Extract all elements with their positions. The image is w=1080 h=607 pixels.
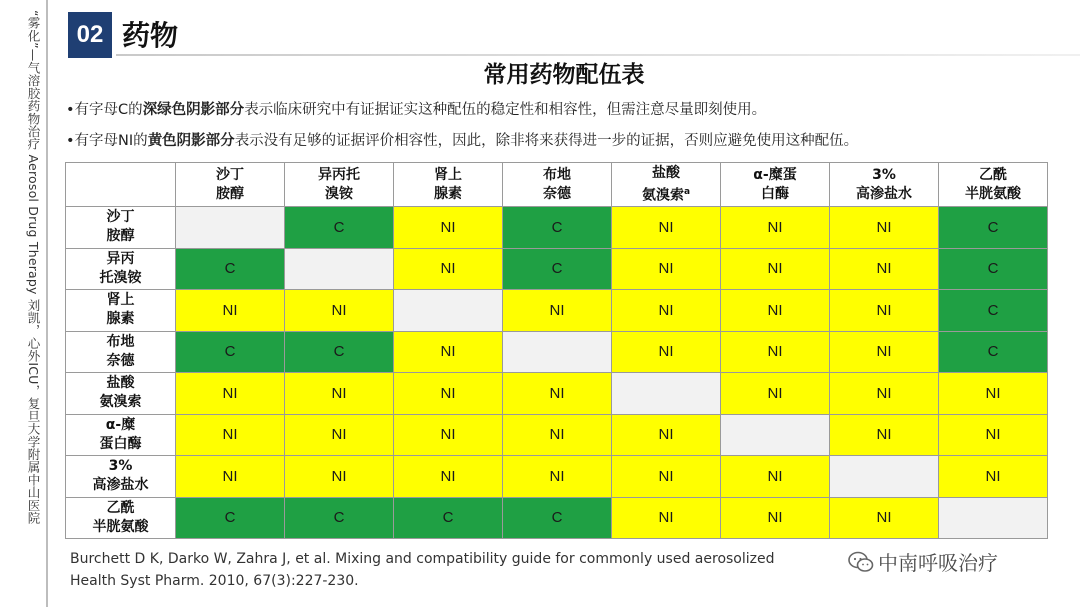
column-header <box>830 163 939 207</box>
note-prefix: •有字母C的 <box>66 102 143 118</box>
column-header-line: α-糜蛋 <box>753 166 797 183</box>
no-info-cell: NI <box>721 497 830 539</box>
blank-cell <box>503 331 612 373</box>
no-info-cell: NI <box>939 414 1048 456</box>
column-header-line: 白酶 <box>761 185 789 202</box>
column-header-line: 布地 <box>543 166 571 183</box>
watermark <box>848 547 998 576</box>
row-header-line: 异丙 <box>106 250 135 267</box>
compatible-cell: C <box>285 497 394 539</box>
no-info-cell: NI <box>612 331 721 373</box>
no-info-cell: NI <box>285 414 394 456</box>
row-header-line: 布地 <box>106 333 135 350</box>
blank-cell <box>612 373 721 415</box>
note-suffix: 表示没有足够的证据评价相容性，因此，除非将来获得进一步的证据，否则应避免使用这种配伍。 <box>234 133 859 149</box>
column-superscript: a <box>683 186 691 197</box>
wechat-icon <box>848 551 874 573</box>
column-header <box>285 163 394 207</box>
row-header-line: 肾上 <box>106 292 135 309</box>
column-header <box>612 163 721 207</box>
compatible-cell: C <box>939 248 1048 290</box>
row-header-line: 高渗盐水 <box>92 477 149 494</box>
column-header <box>939 163 1048 207</box>
row-header <box>66 290 176 332</box>
column-header-line: 半胱氨酸 <box>965 185 1021 202</box>
column-header-line: 肾上 <box>434 166 462 183</box>
row-header-line: 乙酰 <box>106 499 135 516</box>
row-header-line: 半胱氨酸 <box>92 518 149 535</box>
row-header-line: α-糜 <box>105 416 136 433</box>
column-header-line: 胺醇 <box>216 185 244 202</box>
compatible-cell: C <box>503 497 612 539</box>
row-header-line: 胺醇 <box>106 228 135 245</box>
no-info-cell: NI <box>830 248 939 290</box>
row-header-line: 盐酸 <box>106 375 135 392</box>
blank-cell <box>721 414 830 456</box>
note-bold: 黄色阴影部分 <box>147 133 235 149</box>
no-info-cell: NI <box>721 331 830 373</box>
no-info-cell: NI <box>394 414 503 456</box>
no-info-cell: NI <box>612 456 721 498</box>
row-header-line: 氨溴索 <box>99 394 142 411</box>
row-header-line: 托溴铵 <box>99 269 142 286</box>
blank-cell <box>176 207 285 249</box>
table-row <box>66 497 1048 539</box>
note-suffix: 表示临床研究中有证据证实这种配伍的稳定性和相容性，但需注意尽量即刻使用。 <box>244 102 767 118</box>
no-info-cell: NI <box>939 373 1048 415</box>
column-header <box>176 163 285 207</box>
table-title: 常用药物配伍表 <box>483 62 645 88</box>
table-row <box>66 290 1048 332</box>
compatible-cell: C <box>394 497 503 539</box>
compatible-cell: C <box>285 207 394 249</box>
note-no-info <box>66 129 858 150</box>
no-info-cell: NI <box>721 207 830 249</box>
row-header-line: 蛋白酶 <box>99 435 142 452</box>
compatible-cell: C <box>939 290 1048 332</box>
column-header-line: 高渗盐水 <box>856 185 912 202</box>
no-info-cell: NI <box>612 414 721 456</box>
no-info-cell: NI <box>176 456 285 498</box>
no-info-cell: NI <box>503 373 612 415</box>
no-info-cell: NI <box>721 248 830 290</box>
table-corner <box>66 163 176 207</box>
blank-cell <box>939 497 1048 539</box>
no-info-cell: NI <box>285 373 394 415</box>
no-info-cell: NI <box>612 290 721 332</box>
note-bold: 深绿色阴影部分 <box>142 102 245 118</box>
no-info-cell: NI <box>830 331 939 373</box>
compatible-cell: C <box>176 248 285 290</box>
no-info-cell: NI <box>394 248 503 290</box>
compatible-cell: C <box>176 497 285 539</box>
row-header <box>66 207 176 249</box>
compatible-cell: C <box>285 331 394 373</box>
section-number-badge: 02 <box>68 12 112 58</box>
section-title: 药物 <box>122 19 179 52</box>
header-row <box>66 163 1048 207</box>
column-header-line: 溴铵 <box>325 185 353 202</box>
column-header <box>394 163 503 207</box>
no-info-cell: NI <box>176 414 285 456</box>
compatible-cell: C <box>939 207 1048 249</box>
column-header-line: 腺素 <box>434 185 462 202</box>
row-header <box>66 331 176 373</box>
column-header-line: 异丙托 <box>318 166 360 183</box>
no-info-cell: NI <box>176 373 285 415</box>
blank-cell <box>830 456 939 498</box>
table-row <box>66 456 1048 498</box>
no-info-cell: NI <box>612 248 721 290</box>
no-info-cell: NI <box>285 456 394 498</box>
no-info-cell: NI <box>830 497 939 539</box>
compatible-cell: C <box>503 207 612 249</box>
no-info-cell: NI <box>394 331 503 373</box>
no-info-cell: NI <box>721 290 830 332</box>
no-info-cell: NI <box>939 456 1048 498</box>
row-header-line: 奈德 <box>106 352 135 369</box>
no-info-cell: NI <box>721 456 830 498</box>
column-header-line: 沙丁 <box>216 166 244 183</box>
no-info-cell: NI <box>612 207 721 249</box>
column-header-line: 乙酰 <box>979 166 1007 183</box>
no-info-cell: NI <box>830 207 939 249</box>
row-header-line: 沙丁 <box>106 209 135 226</box>
no-info-cell: NI <box>394 456 503 498</box>
side-vertical-text: “雾化”—气溶胶药物治疗 Aerosol Drug Therapy 刘凯，心外ICU，复旦大学附属中山医院 <box>26 10 41 525</box>
no-info-cell: NI <box>503 414 612 456</box>
compatible-cell: C <box>939 331 1048 373</box>
citation-line: Burchett D K, Darko W, Zahra J, et al. Mixing and compatibility guide for commonly used aerosolized <box>70 551 775 567</box>
no-info-cell: NI <box>394 207 503 249</box>
no-info-cell: NI <box>721 373 830 415</box>
no-info-cell: NI <box>612 497 721 539</box>
compatible-cell: C <box>503 248 612 290</box>
row-header-line: 腺素 <box>106 311 135 328</box>
citation-line: Health Syst Pharm. 2010, 67(3):227-230. <box>70 573 359 589</box>
no-info-cell: NI <box>503 456 612 498</box>
no-info-cell: NI <box>830 414 939 456</box>
no-info-cell: NI <box>830 373 939 415</box>
column-header-line: 3% <box>872 166 896 183</box>
column-header-line: 奈德 <box>543 185 571 202</box>
no-info-cell: NI <box>394 373 503 415</box>
no-info-cell: NI <box>830 290 939 332</box>
note-compatible <box>66 98 766 119</box>
no-info-cell: NI <box>503 290 612 332</box>
row-header <box>66 373 176 415</box>
column-header-line: 氨溴索$^a$ <box>641 186 691 204</box>
side-bar <box>0 0 48 607</box>
compatibility-table <box>65 162 1048 539</box>
compatible-cell: C <box>176 331 285 373</box>
table-row <box>66 207 1048 249</box>
table-row <box>66 331 1048 373</box>
row-header <box>66 248 176 290</box>
row-header <box>66 414 176 456</box>
table-row <box>66 248 1048 290</box>
blank-cell <box>394 290 503 332</box>
table-row <box>66 373 1048 415</box>
row-header <box>66 497 176 539</box>
table-row <box>66 414 1048 456</box>
blank-cell <box>285 248 394 290</box>
no-info-cell: NI <box>285 290 394 332</box>
column-header <box>721 163 830 207</box>
row-header <box>66 456 176 498</box>
watermark-text: 中南呼吸治疗 <box>878 551 998 575</box>
citation <box>70 548 860 592</box>
row-header-line: 3% <box>108 458 133 475</box>
column-header-line: 盐酸 <box>652 164 680 181</box>
no-info-cell: NI <box>176 290 285 332</box>
note-prefix: •有字母NI的 <box>66 133 148 149</box>
column-header <box>503 163 612 207</box>
